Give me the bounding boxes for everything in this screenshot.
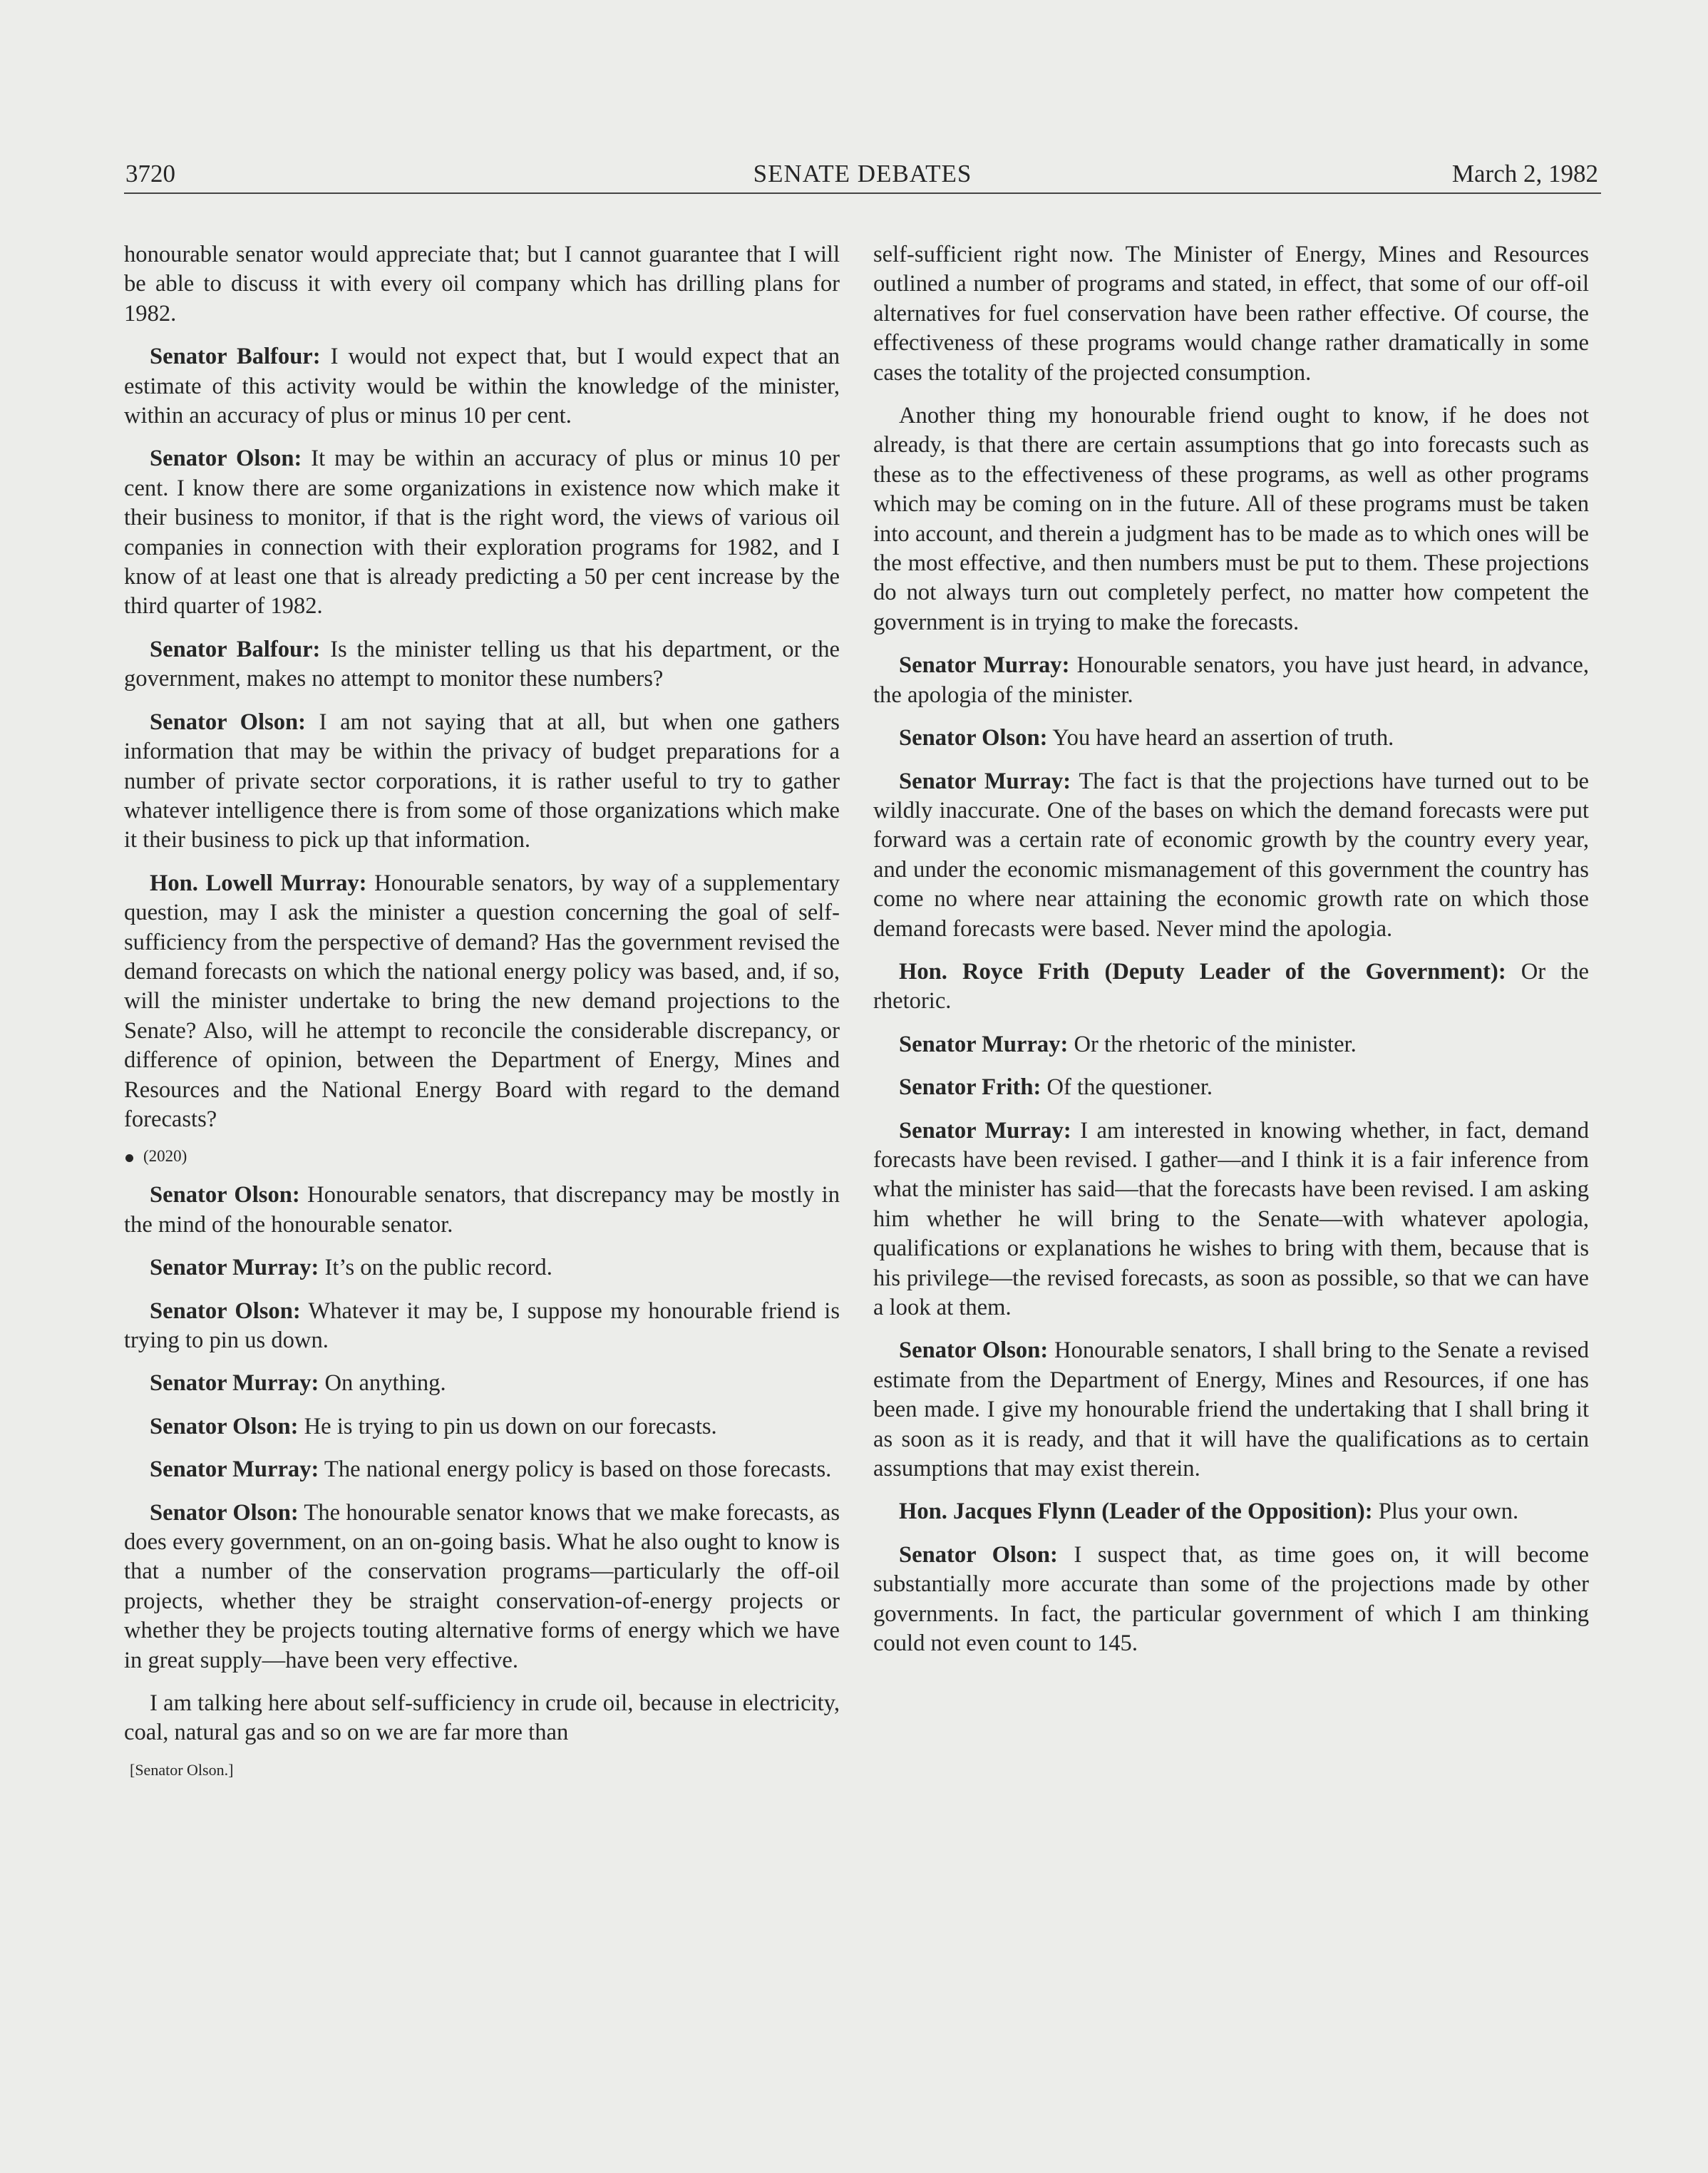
paragraph: [124, 1499, 840, 1675]
paragraph: [124, 1297, 840, 1356]
paragraph-text: Whatever it may be, I suppose my honourable friend is trying to pin us down.: [124, 1298, 840, 1353]
speaker-name: Senator Murray:: [899, 1031, 1069, 1057]
time-marker: [125, 1144, 840, 1169]
paragraph: [124, 708, 840, 856]
paragraph-text: He is trying to pin us down on our forecasts.: [298, 1413, 717, 1439]
speaker-name: Senator Murray:: [150, 1370, 319, 1397]
paragraph-text: The honourable senator knows that we make forecasts, as does every government, on an on-going basis. What he also ought to know is that a number of the conservation programs—particularly the off-oil projects, whether they be straight conservation-of-energy projects or whether they be projects touting alternative forms of energy which we have in great supply—have been very effective.: [124, 1499, 840, 1673]
speaker-name: Hon. Lowell Murray:: [150, 870, 367, 896]
speaker-name: Senator Balfour:: [150, 636, 321, 662]
paragraph-text: self-sufficient right now. The Minister of Energy, Mines and Resources outlined a number of programs and stated, in effect, that some of our off-oil alternatives for fuel conservation have been rather effective. Of course, the effectiveness of these programs would change rather dramatically in some cases the totality of the projected consumption.: [873, 242, 1589, 386]
paragraph: [873, 1073, 1589, 1102]
speaker-name: Senator Murray:: [150, 1457, 319, 1483]
paragraph: [124, 1369, 840, 1398]
paragraph-text: I am talking here about self-sufficiency in crude oil, because in electricity, coal, natural gas and so on we are far more than: [124, 1690, 840, 1746]
paragraph-text: Honourable senators, you have just heard, in advance, the apologia of the minister.: [873, 652, 1589, 708]
paragraph: [124, 240, 840, 329]
speaker-name: Senator Olson:: [150, 1413, 299, 1439]
speaker-name: Senator Olson:: [150, 1298, 301, 1324]
speaker-name: Senator Murray:: [150, 1255, 319, 1281]
paragraph-text: You have heard an assertion of truth.: [1047, 725, 1394, 751]
right-column: [873, 240, 1589, 1672]
paragraph: [873, 1497, 1589, 1526]
paragraph: [873, 1030, 1589, 1059]
paragraph-text: Honourable senators, I shall bring to the Senate a revised estimate from the Department of Energy, Mines and Resources, if one has been made. I give my honourable friend the undertaking that I shall bring it as soon as it is ready, and that it will have the qualifications as to certain assumptions that may exist therein.: [873, 1337, 1589, 1482]
left-column: [124, 240, 840, 1783]
paragraph: [873, 401, 1589, 637]
paragraph-text: I suspect that, as time goes on, it will become substantially more accurate than some of the projections made by other governments. In fact, the particular government of which I am thinking could not even count to 145.: [873, 1541, 1589, 1657]
paragraph: [124, 1689, 840, 1748]
paragraph: [873, 767, 1589, 944]
speaker-name: Senator Olson:: [150, 1499, 299, 1526]
paragraph: [873, 1541, 1589, 1659]
paragraph-text: Is the minister telling us that his department, or the government, makes no attempt to monitor these numbers?: [124, 636, 840, 692]
speaker-name: Senator Olson:: [150, 446, 302, 472]
speaker-name: Senator Murray:: [899, 1117, 1071, 1144]
speaker-name: Senator Olson:: [899, 1337, 1049, 1364]
paragraph-text: Or the rhetoric.: [873, 958, 1589, 1014]
speaker-name: Senator Murray:: [899, 652, 1070, 679]
paragraph-text: I am not saying that at all, but when one gathers information that may be within the privacy of budget preparations for a number of private sector corporations, it is rather useful to try to gather whatever intelligence there is from some of those organizations which make it their business to pick up that information.: [124, 709, 840, 853]
paragraph-text: Another thing my honourable friend ought to know, if he does not already, is that there are certain assumptions that go into forecasts such as these as to the effectiveness of these programs, as well as other programs which may be coming on in the future. All of these programs must be taken into account, and therein a judgment has to be made as to which ones will be the most effective, and then numbers must be put to them. These projections do not always turn out completely perfect, no matter how competent the government is in trying to make the forecasts.: [873, 403, 1589, 635]
paragraph-text: The national energy policy is based on those forecasts.: [319, 1457, 832, 1483]
time-marker-label: (2020): [143, 1147, 187, 1166]
paragraph: [873, 724, 1589, 753]
paragraph-text: I would not expect that, but I would expect that an estimate of this activity would be within the knowledge of the minister, within an accuracy of plus or minus 10 per cent.: [124, 344, 840, 429]
paragraph: [124, 444, 840, 621]
paragraph-text: On anything.: [319, 1370, 446, 1397]
speaker-name: Senator Olson:: [899, 725, 1048, 751]
paragraph-text: Plus your own.: [1372, 1499, 1519, 1525]
speaker-name: Hon. Royce Frith (Deputy Leader of the Government):: [899, 958, 1506, 985]
paragraph-text: Honourable senators, that discrepancy may be mostly in the mind of the honourable senator.: [124, 1182, 840, 1238]
paragraph: [873, 1336, 1589, 1484]
speaker-name: Senator Murray:: [899, 768, 1071, 794]
paragraph-text: Honourable senators, by way of a supplementary question, may I ask the minister a question concerning the goal of self-sufficiency from the perspective of demand? Has the government revised the demand forecasts on which the national energy policy was based, and, if so, will the minister undertake to bring the new demand projections to the Senate? Also, will he attempt to reconcile the considerable discrepancy, or difference of opinion, between the Department of Energy, Mines and Resources and the National Energy Board with regard to the demand forecasts?: [124, 870, 840, 1132]
paragraph-text: I am interested in knowing whether, in fact, demand forecasts have been revised. I gather—and I think it is a fair inference from what the minister has said—that the forecasts have been revised. I am asking him whether he will bring to the Senate—with whatever apologia, qualifications or explanations he wishes to bring with them, because that is his privilege—the revised forecasts, as soon as possible, so that we can have a look at them.: [873, 1117, 1589, 1320]
publication-title: SENATE DEBATES: [753, 160, 972, 187]
speaker-name: Senator Olson:: [150, 1182, 300, 1208]
page-number: 3720: [125, 160, 175, 187]
paragraph: [873, 957, 1589, 1017]
speaker-name: Senator Olson:: [899, 1541, 1058, 1568]
paragraph: [124, 1455, 840, 1484]
paragraph-text: It may be within an accuracy of plus or minus 10 per cent. I know there are some organizations in existence now which make it their business to monitor, if that is the right word, the views of various oil companies in connection with their exploration programs for 1982, and I know of at least one that is already predicting a 50 per cent increase by the third quarter of 1982.: [124, 446, 840, 620]
paragraph-text: honourable senator would appreciate that; but I cannot guarantee that I will be able to discuss it with every oil company which has drilling plans for 1982.: [124, 242, 840, 327]
paragraph: [124, 1412, 840, 1442]
speaker-name: Senator Frith:: [899, 1074, 1041, 1101]
paragraph-text: It’s on the public record.: [319, 1255, 552, 1281]
paragraph: [124, 342, 840, 431]
speaker-footer: [Senator Olson.]: [130, 1760, 234, 1779]
speaker-name: Senator Balfour:: [150, 344, 321, 370]
paragraph: [124, 1181, 840, 1240]
paragraph: [873, 1116, 1589, 1323]
speaker-name: Hon. Jacques Flynn (Leader of the Opposition):: [899, 1499, 1373, 1525]
running-header: [124, 155, 1601, 194]
paragraph: [124, 1253, 840, 1283]
paragraph: [124, 869, 840, 1135]
paragraph: [873, 651, 1589, 710]
speaker-name: Senator Olson:: [150, 709, 306, 735]
issue-date: March 2, 1982: [1451, 160, 1598, 187]
paragraph: [873, 240, 1589, 388]
paragraph-text: The fact is that the projections have turned out to be wildly inaccurate. One of the bases on which the demand forecasts were put forward was a certain rate of economic growth by the country every year, and under the economic mismanagement of this government the country has come no where near attaining the economic growth rate on which those demand forecasts were based. Never mind the apologia.: [873, 768, 1589, 942]
bullet-icon: [125, 1154, 133, 1162]
paragraph: [124, 635, 840, 694]
paragraph-text: Of the questioner.: [1041, 1074, 1213, 1101]
paragraph-text: Or the rhetoric of the minister.: [1068, 1031, 1357, 1057]
